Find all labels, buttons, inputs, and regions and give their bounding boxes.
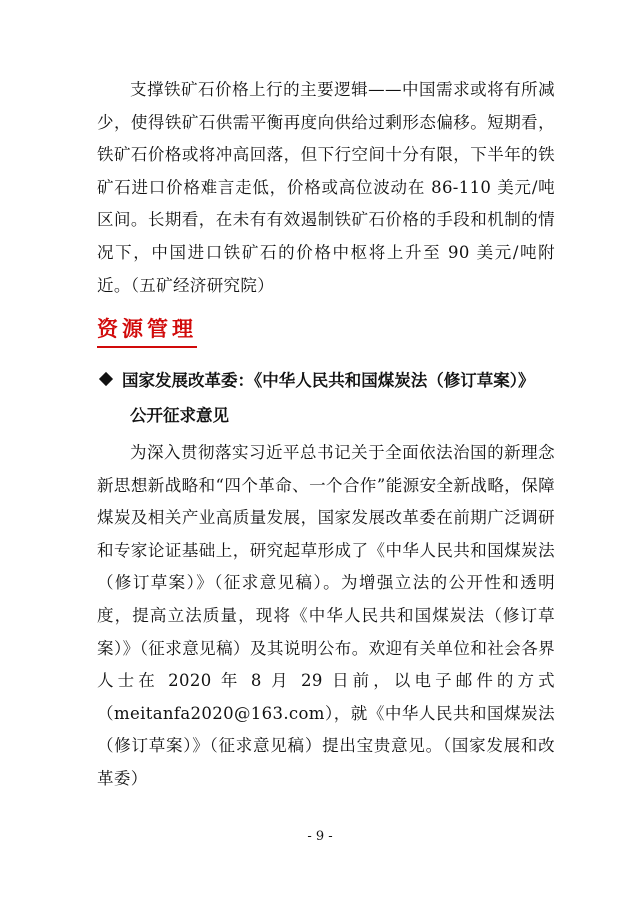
paragraph-coal-law-notice: 为深入贯彻落实习近平总书记关于全面依法治国的新理念新思想新战略和“四个革命、一个合作”能源安全新战略，保障煤炭及相关产业高质量发展，国家发展改革委在前期广泛调研和专家论证基础上，研究起草形成了《中华人民共和国煤炭法（修订草案）》（征求意见稿）。为增强立法的公开性和透明度，提高立法质量，现将《中华人民共和国煤炭法（修订草案）》（征求意见稿）及其说明公布。欢迎有关单位和社会各界人士在 2020 年 8 月 29 日前，以电子邮件的方式（meitanfa2020@163.com），就《中华人民共和国煤炭法（修订草案）》（征求意见稿）提出宝贵意见。（国家发展和改革委） — [97, 443, 555, 788]
diamond-bullet-icon — [99, 372, 113, 386]
section-heading: 资源管理 — [97, 314, 197, 348]
news-item-title-row — [97, 365, 535, 393]
news-item-subtitle: 公开征求意见 — [130, 406, 229, 425]
news-item-title: 国家发展改革委：《中华人民共和国煤炭法（修订草案）》 — [122, 371, 535, 390]
paragraph-iron-ore-outlook: 支撑铁矿石价格上行的主要逻辑——中国需求或将有所减少，使得铁矿石供需平衡再度向供给过剩形态偏移。短期看，铁矿石价格或将冲高回落，但下行空间十分有限，下半年的铁矿石进口价格难言走低，价格或高位波动在 86-110 美元/吨区间。长期看，在未有有效遏制铁矿石价格的手段和机制的情况下，中国进口铁矿石的价格中枢将上升至 90 美元/吨附近。（五矿经济研究院） — [97, 80, 555, 295]
page-number: - 9 - — [307, 829, 333, 844]
